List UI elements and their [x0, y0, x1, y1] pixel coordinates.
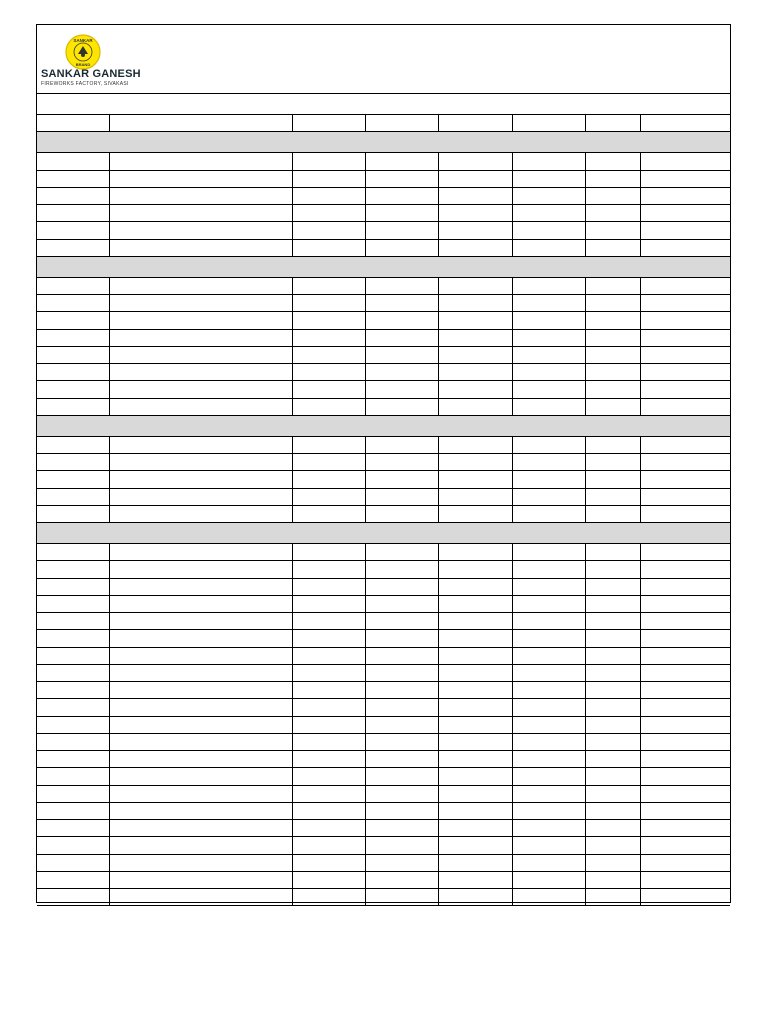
table-row	[37, 648, 730, 665]
table-cell	[37, 312, 641, 328]
table-row	[37, 399, 730, 416]
table-row	[37, 803, 730, 820]
table-row	[37, 596, 730, 613]
table-row	[37, 889, 730, 906]
table-cell	[37, 751, 641, 767]
table-cell	[37, 579, 641, 595]
table-row	[37, 330, 730, 347]
table-cell	[37, 682, 641, 698]
table-row	[37, 454, 730, 471]
table-cell	[37, 330, 641, 346]
table-cell	[37, 437, 641, 453]
table-cell	[37, 872, 641, 888]
table-row	[37, 171, 730, 188]
table-row	[37, 506, 730, 523]
logo-top-text: SANKAR	[73, 38, 93, 43]
table-cell	[37, 115, 641, 131]
table-cell	[37, 734, 641, 750]
title-row	[37, 94, 730, 115]
table-cell	[37, 364, 641, 380]
table-row	[37, 115, 730, 132]
table-cell	[37, 205, 641, 221]
table-row	[37, 278, 730, 295]
table-row	[37, 613, 730, 630]
table-row	[37, 699, 730, 716]
section-row	[37, 257, 730, 278]
table-row	[37, 205, 730, 222]
table-cell	[37, 630, 641, 646]
table-cell	[37, 171, 641, 187]
table-cell	[37, 454, 641, 470]
table-row	[37, 188, 730, 205]
table-cell	[37, 347, 641, 363]
table-cell	[37, 506, 641, 522]
table-row	[37, 786, 730, 803]
table-row	[37, 734, 730, 751]
table-row	[37, 312, 730, 329]
table-cell	[37, 561, 641, 577]
table-row	[37, 682, 730, 699]
table-cell	[37, 544, 641, 560]
price-list-sheet	[36, 24, 731, 903]
table-row	[37, 579, 730, 596]
sankar-brand-logo	[65, 34, 101, 70]
table-cell	[37, 188, 641, 204]
table-row	[37, 240, 730, 257]
table-row	[37, 544, 730, 561]
table-cell	[37, 489, 641, 505]
section-row	[37, 523, 730, 544]
section-row	[37, 132, 730, 153]
table-cell	[37, 803, 641, 819]
brand-subtitle: FIREWORKS FACTORY, SIVAKASI	[41, 81, 129, 87]
table-row	[37, 471, 730, 488]
logo-bottom-text: BRAND	[75, 62, 91, 67]
table-row	[37, 820, 730, 837]
table-cell	[37, 786, 641, 802]
brand-name: SANKAR GANESH	[41, 68, 141, 80]
table-row	[37, 222, 730, 239]
table-row	[37, 295, 730, 312]
table-row	[37, 665, 730, 682]
table-cell	[37, 837, 641, 853]
table-cell	[37, 381, 641, 397]
table-row	[37, 489, 730, 506]
table-cell	[37, 222, 641, 238]
table-row	[37, 768, 730, 785]
sheet-header	[37, 25, 730, 94]
table-row	[37, 751, 730, 768]
table-row	[37, 381, 730, 398]
table-cell	[37, 699, 641, 715]
table-cell	[37, 295, 641, 311]
table-cell	[37, 889, 641, 905]
table-row	[37, 153, 730, 170]
table-cell	[37, 855, 641, 871]
price-table	[37, 115, 730, 906]
table-row	[37, 630, 730, 647]
table-row	[37, 872, 730, 889]
table-cell	[37, 278, 641, 294]
table-cell	[37, 153, 641, 169]
table-cell	[37, 768, 641, 784]
table-cell	[37, 471, 641, 487]
table-cell	[37, 648, 641, 664]
table-row	[37, 437, 730, 454]
table-cell	[37, 240, 641, 256]
table-cell	[37, 613, 641, 629]
table-row	[37, 855, 730, 872]
table-cell	[37, 399, 641, 415]
section-row	[37, 416, 730, 437]
table-cell	[37, 820, 641, 836]
table-cell	[37, 717, 641, 733]
table-row	[37, 717, 730, 734]
table-cell	[37, 596, 641, 612]
table-row	[37, 837, 730, 854]
table-row	[37, 561, 730, 578]
table-row	[37, 347, 730, 364]
table-row	[37, 364, 730, 381]
table-cell	[37, 665, 641, 681]
